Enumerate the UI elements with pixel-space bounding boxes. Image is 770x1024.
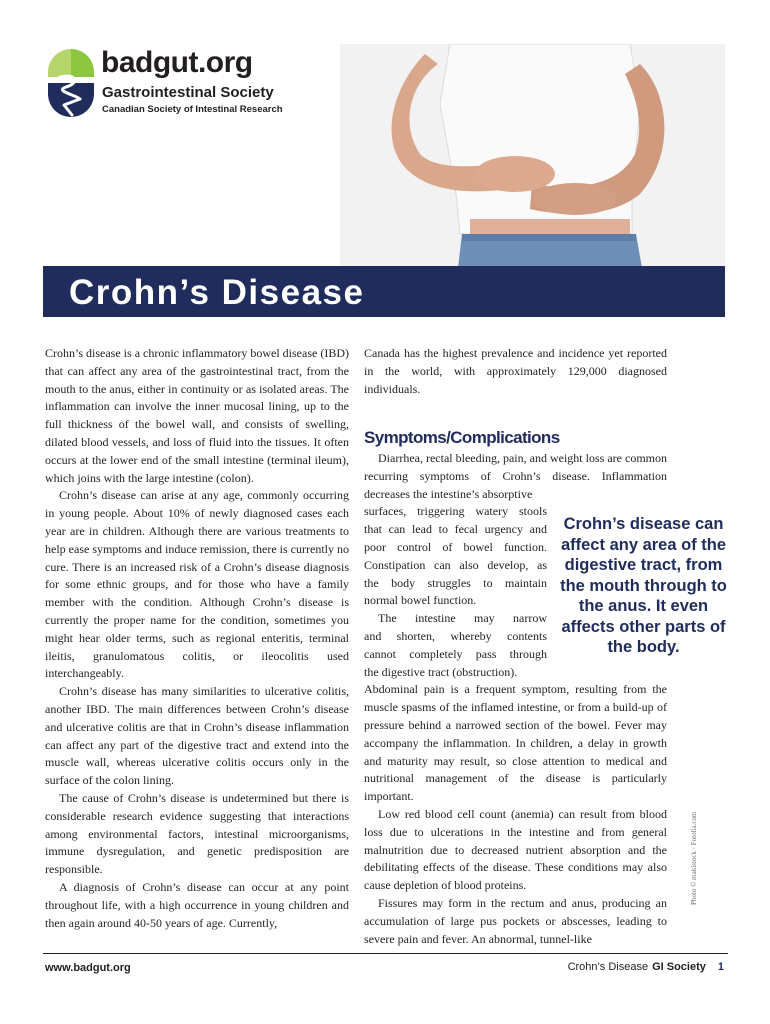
paragraph: Low red blood cell count (anemia) can result from blood loss due to ulcerations in the intestine and from general malnutrition due to decreased nutrient absorption and the debilitating effects of the disease. These conditions may also cause depletion of blood proteins. bbox=[364, 806, 667, 893]
left-column bbox=[45, 345, 349, 932]
paragraph: Crohn’s disease is a chronic inflammatory bowel disease (IBD) that can affect any area of the gastrointestinal tract, from the mouth to the anus, either in continuity or as isolated areas. The inflammation can involve the inner mucosal lining, up to the full thickness of the bowel wall, and consists of swelling, dilated blood vessels, and loss of fluid into the tissues. It often occurs at the lower end of the small intestine (terminal ileum), which joins with the large intestine (colon). bbox=[45, 346, 349, 485]
footer-url-link[interactable]: www.badgut.org bbox=[45, 962, 131, 974]
logo-org-name: Gastrointestinal Society bbox=[102, 84, 274, 101]
paragraph: Crohn’s disease can arise at any age, commonly occurring in young people. About 10% of newly diagnosed cases each year are in children. Although there are various treatments to help ease symptoms and induce remission, there is currently no cure. There is an increased risk of a Crohn’s disease diagnosis for some ethnic groups, and for those who have a family member with the condition. Although Crohn’s disease is currently the proper name for the condition, sometimes you might hear older terms, such as regional enteritis, terminal ileitis, granulomatous colitis, or ileocolitis used interchangeably. bbox=[45, 488, 349, 681]
pull-quote: Crohn’s disease can affect any area of the digestive tract, from the mouth through to the anus. It even affects other parts of the body. bbox=[560, 515, 727, 656]
page-number: 1 bbox=[717, 961, 724, 973]
text-line: Constipation can also develop, as bbox=[364, 557, 547, 572]
text-line: surfaces, triggering watery stools bbox=[364, 504, 547, 519]
logo-org-alt-name: Canadian Society of Intestinal Research bbox=[102, 104, 283, 115]
footer-info bbox=[568, 961, 724, 973]
paragraph: The cause of Crohn’s disease is undetermined but there is considerable research evidence suggesting that interactions among environmental factors, intestinal microorganisms, immune dysregulation, and genetic predisposition are responsible. bbox=[45, 790, 349, 877]
text-line: normal bowel function. bbox=[364, 593, 477, 608]
title-banner bbox=[43, 266, 725, 317]
logo-site-name: badgut.org bbox=[101, 46, 253, 79]
text-line: and shorten, whereby contents bbox=[364, 628, 547, 643]
text-line: cannot completely pass through bbox=[364, 646, 547, 661]
section-heading: Symptoms/Complications bbox=[364, 428, 560, 447]
paragraph: A diagnosis of Crohn’s disease can occur at any point throughout life, with a high occurrence in young children and then again around 40-50 years of age. Currently, bbox=[45, 879, 349, 930]
text-line: Diarrhea, rectal bleeding, pain, and weight loss are common recurring symptoms of Crohn’s disease. bbox=[364, 451, 667, 483]
text-line: Inflammation decreases the intestine’s absorptive bbox=[364, 468, 668, 501]
text-line: The intestine may narrow bbox=[378, 611, 547, 626]
page-title: Crohn’s Disease bbox=[69, 273, 365, 312]
text-line: the digestive tract (obstruction). bbox=[364, 664, 518, 679]
text-line: the body struggles to maintain bbox=[364, 575, 547, 590]
text-line: that can lead to fecal urgency and bbox=[364, 522, 547, 537]
logo bbox=[46, 44, 306, 124]
paragraph: Canada has the highest prevalence and incidence yet reported in the world, with approximately 129,000 diagnosed individuals. bbox=[364, 346, 667, 396]
right-column-intro bbox=[364, 345, 667, 398]
paragraph: Fissures may form in the rectum and anus, producing an accumulation of large pus pockets or abscesses, leading to severe pain and fever. An abnormal, tunnel-like bbox=[364, 895, 667, 946]
text-line: poor control of bowel function. bbox=[364, 539, 547, 554]
paragraph bbox=[364, 450, 667, 503]
paragraph: Crohn’s disease has many similarities to ulcerative colitis, another IBD. The main differences between Crohn’s disease and ulcerative colitis are that in Crohn’s disease inflammation can affect any part of the digestive tract and extend into the muscle wall, whereas ulcerative colitis occurs only in the surface of the colon lining. bbox=[45, 684, 349, 788]
paragraph: Abdominal pain is a frequent symptom, resulting from the muscle spasms of the inflamed intestine, or from a build-up of pressure behind a narrowed section of the bowel. Fever may accompany the inflammation. In children, a delay in growth and maturity may result, so close attention to medical and nutritional management of the disease is particularly important. bbox=[364, 682, 667, 804]
footer-org: GI Society bbox=[652, 961, 706, 973]
hero-photo bbox=[340, 44, 725, 268]
photo-credit: Photo © makistock · Fotolia.com bbox=[690, 811, 698, 905]
footer-divider bbox=[43, 953, 728, 954]
footer-doc-title: Crohn’s Disease bbox=[567, 961, 649, 973]
badgut-logo-icon bbox=[46, 47, 96, 119]
abdominal-pain-photo-icon bbox=[340, 44, 725, 268]
